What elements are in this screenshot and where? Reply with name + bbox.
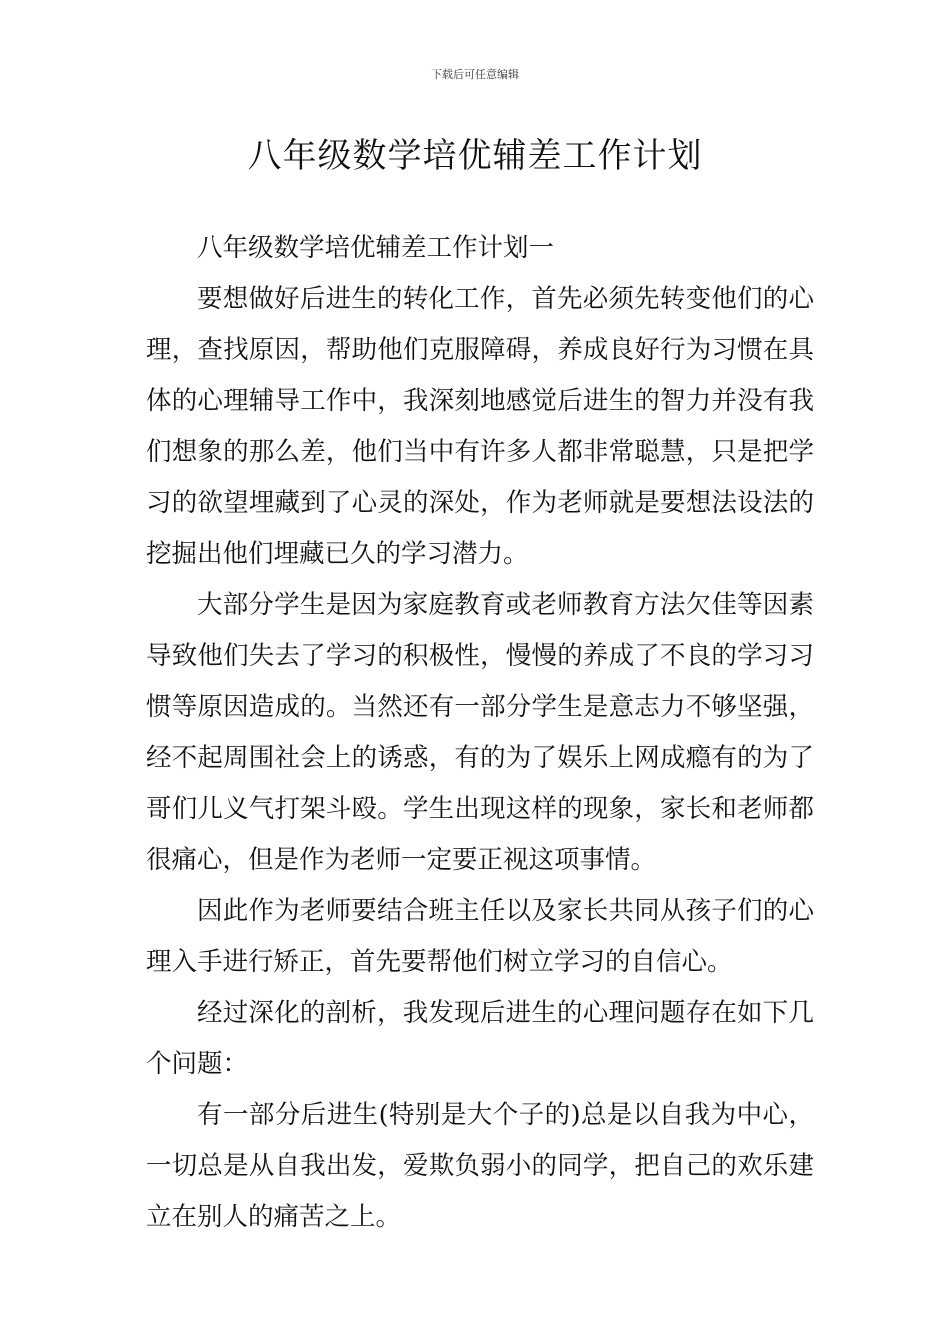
body-paragraph: 大部分学生是因为家庭教育或老师教育方法欠佳等因素导致他们失去了学习的积极性，慢慢的养成了不良的学习习惯等原因造成的。当然还有一部分学生是意志力不够坚强，经不起周围社会上的诱惑，有的为了娱乐上网成瘾有的为了哥们儿义气打架斗殴。学生出现这样的现象，家长和老师都很痛心，但是作为老师一定要正视这项事情。	[146, 590, 814, 875]
body-paragraph: 因此作为老师要结合班主任以及家长共同从孩子们的心理入手进行矫正，首先要帮他们树立学习的自信心。	[146, 896, 814, 977]
body-paragraph: 有一部分后进生(特别是大个子的)总是以自我为中心，一切总是从自我出发，爱欺负弱小的同学，把自己的欢乐建立在别人的痛苦之上。	[146, 1100, 814, 1232]
body-paragraph: 经过深化的剖析，我发现后进生的心理问题存在如下几个问题：	[146, 998, 814, 1079]
header-note: 下载后可任意编辑	[431, 68, 519, 81]
body-paragraph: 要想做好后进生的转化工作，首先必须先转变他们的心理，查找原因，帮助他们克服障碍，养成良好行为习惯在具体的心理辅导工作中，我深刻地感觉后进生的智力并没有我们想象的那么差，他们当中有许多人都非常聪慧，只是把学习的欲望埋藏到了心灵的深处，作为老师就是要想法设法的挖掘出他们埋藏已久的学习潜力。	[146, 284, 814, 569]
subtitle-paragraph: 八年级数学培优辅差工作计划一	[197, 233, 555, 263]
document-title: 八年级数学培优辅差工作计划	[247, 136, 703, 176]
document-body	[146, 223, 814, 1243]
